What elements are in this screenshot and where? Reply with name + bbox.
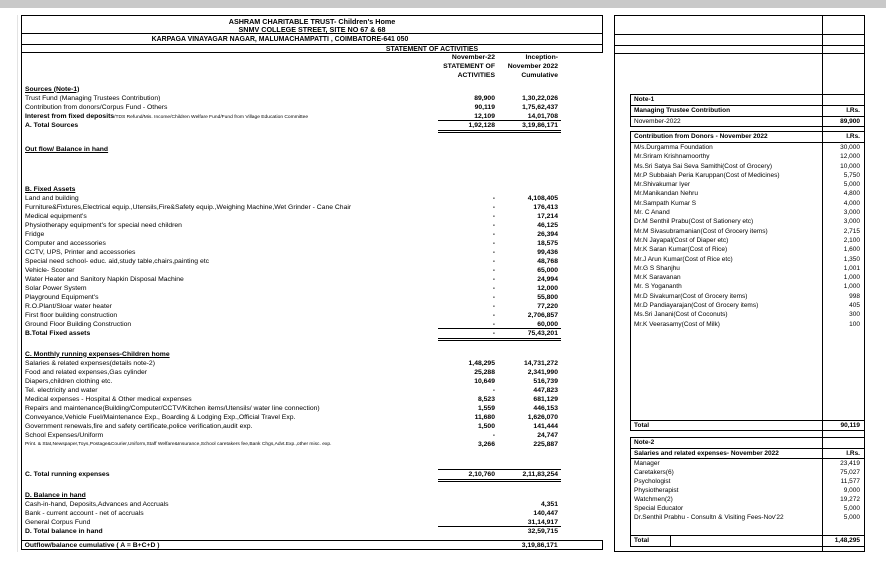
statement-row bbox=[22, 203, 603, 212]
item-value: 5,000 bbox=[843, 505, 860, 512]
cumulative-value: 31,14,917 bbox=[527, 518, 558, 526]
cumulative-value: 3,19,86,171 bbox=[521, 541, 558, 549]
statement-row bbox=[22, 509, 603, 518]
row-label: C. Monthly running expenses-Children home bbox=[25, 350, 170, 358]
cumulative-value: 140,447 bbox=[533, 509, 558, 517]
note1-header-row bbox=[631, 106, 864, 117]
note1-title-row bbox=[631, 95, 864, 106]
row-label: R.O.Plant/Sloar water heater bbox=[25, 302, 112, 310]
col2-header-line: Inception- bbox=[525, 53, 558, 61]
statement-title: STATEMENT OF ACTIVITIES bbox=[385, 45, 479, 53]
statement-row bbox=[22, 377, 603, 386]
row-label: Cash-in-hand, Deposits,Advances and Accruals bbox=[25, 500, 169, 508]
statement-row bbox=[22, 103, 603, 112]
statement-row bbox=[22, 470, 603, 479]
item-label: Mr.N Jayapal(Cost of Diaper etc) bbox=[634, 236, 729, 244]
statement-row bbox=[22, 395, 603, 404]
item-label: Mr. S Yogananth bbox=[634, 283, 682, 291]
statement-row bbox=[22, 145, 603, 154]
list-item bbox=[631, 143, 864, 152]
row-label: D. Total balance in hand bbox=[25, 527, 103, 535]
donors-header: Contribution from Donors - November 2022 bbox=[634, 133, 768, 140]
month-value: 3,266 bbox=[477, 440, 495, 448]
note1-row-label: November-2022 bbox=[634, 117, 681, 125]
statement-row bbox=[22, 440, 603, 449]
cumulative-value: 60,000 bbox=[537, 320, 558, 328]
row-label: B. Fixed Assets bbox=[25, 185, 76, 193]
row-label: Furniture&Fixtures,Electrical equip.,Utensils,Fire&Safety equip.,Weighing Machine,Wet Grinder - Cane Chair bbox=[25, 203, 352, 211]
item-label: Mr.G S Shanjhu bbox=[634, 264, 680, 272]
cumulative-value: 2,11,83,254 bbox=[522, 470, 558, 478]
statement-row bbox=[22, 248, 603, 257]
org-address: KARPAGA VINAYAGAR NAGAR, MALUMACHAMPATTI , COIMBATORE-641 050 bbox=[151, 35, 409, 43]
col1-header-line: November-22 bbox=[451, 53, 495, 61]
item-value: 405 bbox=[849, 302, 860, 310]
notes-panel bbox=[614, 15, 865, 552]
item-label: Mr.J Arun Kumar(Cost of Rice etc) bbox=[634, 255, 733, 263]
note2-total-label: Total bbox=[634, 537, 650, 544]
row-label: Fridge bbox=[25, 230, 45, 238]
item-label: Mr.Sampath Kumar S bbox=[634, 199, 697, 207]
spacer-row bbox=[22, 449, 603, 470]
cumulative-value: 141,444 bbox=[533, 422, 558, 430]
cumulative-value: 4,108,405 bbox=[527, 194, 558, 202]
month-value: - bbox=[492, 320, 495, 328]
cumulative-value: 24,994 bbox=[537, 275, 558, 283]
item-label: Special Educator bbox=[634, 505, 684, 512]
col1-header-line: STATEMENT OF bbox=[443, 62, 495, 70]
cumulative-value: 516,739 bbox=[533, 377, 558, 385]
statement-row bbox=[22, 194, 603, 203]
cumulative-value: 1,626,070 bbox=[527, 413, 558, 421]
item-value: 3,000 bbox=[843, 209, 860, 217]
cumulative-value: 4,351 bbox=[540, 500, 558, 508]
item-label: Mr.K Saravanan bbox=[634, 274, 681, 282]
month-value: 11,680 bbox=[474, 413, 495, 421]
item-label: Mr.D Pandiayarajan(Cost of Grocery items) bbox=[634, 302, 759, 310]
statement-row bbox=[22, 230, 603, 239]
month-value: - bbox=[492, 386, 495, 394]
row-label: Medical expenses - Hospital & Other medical expenses bbox=[25, 395, 192, 403]
statement-row bbox=[22, 386, 603, 395]
gridline bbox=[17, 15, 18, 552]
month-value: - bbox=[492, 239, 495, 247]
month-value: - bbox=[492, 212, 495, 220]
statement-rows bbox=[22, 85, 603, 551]
row-label: Outflow/balance cumulative ( A = B+C+D ) bbox=[24, 541, 160, 549]
list-item bbox=[631, 152, 864, 161]
statement-row bbox=[22, 85, 603, 94]
row-label: Ground Floor Building Construction bbox=[25, 320, 132, 328]
list-item bbox=[631, 486, 864, 495]
item-value: 5,000 bbox=[843, 514, 860, 521]
note2-unit: I.Rs. bbox=[846, 449, 860, 457]
column-header-row bbox=[22, 62, 603, 71]
item-label: Dr.Senthil Prabhu - Consultn & Visiting Fees-Nov'22 bbox=[634, 514, 784, 521]
row-label: Vehicle- Scooter bbox=[25, 266, 75, 274]
item-value: 10,000 bbox=[840, 162, 860, 170]
donors-unit: I.Rs. bbox=[846, 133, 860, 140]
row-label: Food and related expenses,Gas cylinder bbox=[25, 368, 148, 376]
month-value: 10,649 bbox=[474, 377, 495, 385]
month-value: - bbox=[492, 293, 495, 301]
item-value: 5,750 bbox=[843, 171, 860, 179]
statement-table bbox=[21, 15, 603, 550]
item-value: 19,272 bbox=[840, 496, 860, 503]
column-header-row bbox=[22, 53, 603, 62]
list-item bbox=[631, 180, 864, 189]
list-item bbox=[631, 282, 864, 291]
month-value: - bbox=[492, 302, 495, 310]
item-value: 4,800 bbox=[843, 190, 860, 198]
note1-unit: I.Rs. bbox=[846, 107, 860, 114]
note2-title: Note-2 bbox=[634, 439, 655, 446]
statement-row bbox=[22, 284, 603, 293]
spacer-row bbox=[22, 479, 603, 491]
header-divider bbox=[22, 33, 602, 34]
note2-rows bbox=[631, 459, 864, 522]
statement-row bbox=[22, 94, 603, 103]
list-item bbox=[631, 236, 864, 245]
item-label: Ms.Sri Janani(Cost of Coconuts) bbox=[634, 311, 728, 319]
cumulative-value: 65,000 bbox=[537, 266, 558, 274]
item-value: 1,001 bbox=[843, 264, 860, 272]
month-value: 1,92,128 bbox=[468, 121, 495, 129]
spacer-row bbox=[22, 154, 603, 185]
month-value: - bbox=[492, 257, 495, 265]
cumulative-value: 14,731,272 bbox=[523, 359, 558, 367]
statement-row bbox=[22, 293, 603, 302]
list-item bbox=[631, 301, 864, 310]
statement-row bbox=[22, 422, 603, 431]
list-item bbox=[631, 245, 864, 254]
item-label: Mr.K Veerasamy(Cost of Milk) bbox=[634, 320, 720, 328]
row-label: Out flow/ Balance in hand bbox=[25, 145, 109, 153]
row-label: Land and building bbox=[25, 194, 79, 202]
statement-row bbox=[22, 404, 603, 413]
row-label: Water Heater and Sanitory Napkin Disposal Machine bbox=[25, 275, 184, 283]
month-value: - bbox=[492, 275, 495, 283]
list-item bbox=[631, 208, 864, 217]
statement-row bbox=[22, 413, 603, 422]
month-value: - bbox=[492, 248, 495, 256]
donors-total-row bbox=[631, 420, 864, 431]
month-value: 1,500 bbox=[477, 422, 495, 430]
row-label: Salaries & related expenses(details note-2) bbox=[25, 359, 155, 367]
item-label: Mr.K Saran Kumar(Cost of Rice) bbox=[634, 246, 728, 254]
list-item bbox=[631, 199, 864, 208]
note2-header-row bbox=[631, 449, 864, 460]
cumulative-value: 99,436 bbox=[537, 248, 558, 256]
item-value: 75,027 bbox=[840, 469, 860, 476]
col1-header-line: ACTIVITIES bbox=[457, 71, 495, 79]
statement-row bbox=[21, 540, 603, 551]
cumulative-value: 46,125 bbox=[537, 221, 558, 229]
item-value: 30,000 bbox=[840, 144, 860, 151]
cumulative-value: 3,19,86,171 bbox=[522, 121, 558, 129]
row-label: Repairs and maintenance(Building/Computer/CCTV/Kitchen items/Utensils/ water line connection) bbox=[25, 404, 320, 412]
org-title-line1: ASHRAM CHARITABLE TRUST- Children's Home bbox=[228, 16, 396, 26]
panel-gridline bbox=[615, 34, 864, 35]
list-item bbox=[631, 513, 864, 522]
row-label-bold: Interest from fixed deposits bbox=[25, 112, 115, 120]
cumulative-value: 2,706,857 bbox=[527, 311, 558, 319]
cumulative-value: 2,341,990 bbox=[527, 368, 558, 376]
row-label-small: /TDS Refund/Mis. Income/Children Welfare Fund/Fund from Village Education Committee bbox=[114, 114, 309, 120]
cumulative-value: 17,214 bbox=[537, 212, 558, 220]
list-item bbox=[631, 227, 864, 236]
item-value: 2,715 bbox=[843, 227, 860, 235]
statement-row bbox=[22, 431, 603, 440]
row-label: B.Total Fixed assets bbox=[25, 329, 91, 337]
item-value: 300 bbox=[849, 311, 860, 319]
statement-row bbox=[22, 221, 603, 230]
cumulative-value: 446,153 bbox=[533, 404, 558, 412]
item-label: Caretakers(6) bbox=[634, 469, 674, 476]
row-label: Medical equipment's bbox=[25, 212, 87, 220]
cumulative-value: 1,75,62,437 bbox=[522, 103, 558, 111]
cumulative-value: 176,413 bbox=[533, 203, 558, 211]
item-label: Mr.Shivakumar Iyer bbox=[634, 181, 690, 189]
cumulative-value: 1,30,22,026 bbox=[522, 94, 558, 102]
item-value: 1,000 bbox=[843, 283, 860, 291]
statement-row bbox=[22, 359, 603, 368]
item-label: Mr.D Sivakumar(Cost of Grocery items) bbox=[634, 292, 748, 300]
row-label: First floor building construction bbox=[25, 311, 118, 319]
total-cell-divider bbox=[670, 536, 671, 546]
item-label: Mr.M Sivasubramanian(Cost of Grocery items) bbox=[634, 227, 768, 235]
spacer-row bbox=[22, 338, 603, 350]
row-label: C. Total running expenses bbox=[25, 470, 110, 478]
month-value: - bbox=[492, 203, 495, 211]
cumulative-value: 12,000 bbox=[537, 284, 558, 292]
cumulative-value: 26,394 bbox=[537, 230, 558, 238]
cumulative-value: 681,129 bbox=[533, 395, 558, 403]
month-value: 89,900 bbox=[474, 94, 495, 102]
statement-row bbox=[22, 368, 603, 377]
item-value: 5,000 bbox=[843, 181, 860, 189]
month-value: 25,288 bbox=[474, 368, 495, 376]
note2-table bbox=[630, 437, 865, 547]
month-value: 8,523 bbox=[477, 395, 495, 403]
month-value: 1,48,295 bbox=[468, 359, 495, 367]
item-value: 9,000 bbox=[843, 487, 860, 494]
row-label: Sources (Note-1) bbox=[25, 85, 80, 93]
item-label: Mr. C Anand bbox=[634, 209, 670, 217]
item-value: 4,000 bbox=[843, 199, 860, 207]
donors-header-row bbox=[631, 132, 864, 143]
cumulative-value: 55,800 bbox=[537, 293, 558, 301]
row-label: Print. & Stat,Newspaper,Toys,Postage&Courier,Uniform,Staff Welfare&Insurance,School caretakers fee,Bank Chgs,Advt.Exp.,other misc. exp. bbox=[25, 441, 332, 447]
col2-header-line: November 2022 bbox=[507, 62, 558, 70]
item-label: Psychologist bbox=[634, 478, 671, 485]
month-value: 1,559 bbox=[477, 404, 495, 412]
list-item bbox=[631, 477, 864, 486]
statement-body bbox=[21, 53, 603, 551]
cumulative-value: 14,01,708 bbox=[527, 112, 558, 120]
list-item bbox=[631, 310, 864, 319]
row-label: CCTV, UPS, Printer and accessories bbox=[25, 248, 136, 256]
month-value: 12,109 bbox=[474, 112, 495, 120]
row-label: Diapers,children clothing etc. bbox=[25, 377, 113, 385]
row-label: Bank - current account - net of accruals bbox=[25, 509, 144, 517]
note2-total-value: 1,48,295 bbox=[834, 537, 860, 544]
month-value: - bbox=[492, 329, 495, 337]
list-item bbox=[631, 273, 864, 282]
list-item bbox=[631, 292, 864, 301]
item-label: Manager bbox=[634, 460, 660, 467]
item-value: 3,000 bbox=[843, 218, 860, 226]
donors-table bbox=[630, 131, 865, 431]
row-label: Government renewals,fire and safety certificate,police verification,audit exp. bbox=[25, 422, 253, 430]
month-value: - bbox=[492, 230, 495, 238]
list-item bbox=[631, 217, 864, 226]
list-item bbox=[631, 459, 864, 468]
note1-row-value: 89,900 bbox=[840, 117, 860, 125]
spacer-row bbox=[22, 130, 603, 145]
item-value: 998 bbox=[849, 292, 860, 300]
month-value: - bbox=[492, 194, 495, 202]
list-item bbox=[631, 504, 864, 513]
row-label: Solar Power System bbox=[25, 284, 87, 292]
empty-cell-region bbox=[631, 329, 864, 420]
cumulative-value: 225,887 bbox=[533, 440, 558, 448]
item-value: 1,350 bbox=[843, 255, 860, 263]
item-label: M/s.Durgamma Foundation bbox=[634, 144, 713, 151]
col2-header-line: Cumulative bbox=[521, 71, 558, 79]
window-top-strip bbox=[0, 0, 886, 8]
cumulative-value: 24,747 bbox=[537, 431, 558, 439]
list-item bbox=[631, 255, 864, 264]
month-value: - bbox=[492, 431, 495, 439]
note1-title: Note-1 bbox=[634, 96, 655, 103]
note1-data-row bbox=[631, 117, 864, 126]
list-item bbox=[631, 468, 864, 477]
cumulative-value: 18,575 bbox=[537, 239, 558, 247]
org-title-line2: SNMV COLLEGE STREET, SITE NO 67 & 68 bbox=[238, 24, 386, 34]
row-label: Trust Fund (Managing Trustees Contribution) bbox=[25, 94, 161, 102]
row-label: D. Balance in hand bbox=[25, 491, 86, 499]
statement-row bbox=[22, 500, 603, 509]
empty-cell-region bbox=[631, 522, 864, 535]
note2-title-row bbox=[631, 438, 864, 449]
cumulative-value: 447,823 bbox=[533, 386, 558, 394]
cumulative-value: 75,43,201 bbox=[527, 329, 558, 337]
item-label: Mr.Sriram Krishnamoorthy bbox=[634, 153, 710, 161]
note2-total-row bbox=[631, 535, 864, 546]
month-value: - bbox=[492, 311, 495, 319]
cumulative-value: 77,220 bbox=[537, 302, 558, 310]
statement-row bbox=[22, 266, 603, 275]
list-item bbox=[631, 320, 864, 329]
cumulative-value: 32,59,715 bbox=[527, 527, 558, 535]
month-value: - bbox=[492, 221, 495, 229]
statement-row bbox=[22, 275, 603, 284]
list-item bbox=[631, 171, 864, 180]
row-label: Computer and accessories bbox=[25, 239, 106, 247]
row-label: School Expenses/Uniform bbox=[25, 431, 104, 439]
item-value: 1,600 bbox=[843, 246, 860, 254]
row-label: Contribution from donors/Corpus Fund - Others bbox=[25, 103, 168, 111]
statement-row bbox=[22, 350, 603, 359]
panel-gridline bbox=[615, 45, 864, 46]
statement-row bbox=[22, 311, 603, 320]
statement-row bbox=[22, 121, 603, 130]
item-label: Dr.M Senthil Prabu(Cost of Sationery etc) bbox=[634, 218, 754, 226]
month-value: 90,119 bbox=[474, 103, 495, 111]
statement-header bbox=[21, 15, 603, 53]
row-label: Conveyance,Vehicle Fuel/Maintenance Exp., Boarding & Lodging Exp.,Official Travel Exp. bbox=[25, 413, 296, 421]
row-label: Tel. electricity and water bbox=[25, 386, 98, 394]
list-item bbox=[631, 162, 864, 171]
item-value: 1,000 bbox=[843, 274, 860, 282]
column-header-row bbox=[22, 71, 603, 80]
note1-table bbox=[630, 94, 865, 127]
month-value: 2,10,760 bbox=[468, 470, 495, 478]
item-value: 11,577 bbox=[840, 478, 860, 485]
statement-row bbox=[22, 329, 603, 338]
list-item bbox=[631, 189, 864, 198]
cumulative-value: 48,768 bbox=[537, 257, 558, 265]
statement-row bbox=[22, 212, 603, 221]
row-label: A. Total Sources bbox=[25, 121, 79, 129]
row-label: General Corpus Fund bbox=[25, 518, 91, 526]
donor-rows bbox=[631, 143, 864, 329]
panel-gridline bbox=[615, 53, 864, 54]
statement-row bbox=[22, 239, 603, 248]
statement-row bbox=[22, 302, 603, 311]
item-value: 100 bbox=[849, 320, 860, 328]
item-value: 23,419 bbox=[840, 460, 860, 467]
statement-row bbox=[22, 527, 603, 536]
list-item bbox=[631, 264, 864, 273]
note1-header: Managing Trustee Contribution bbox=[634, 107, 731, 114]
item-label: Mr.P Subbaiah Peria Karuppan(Cost of Medicines) bbox=[634, 171, 780, 179]
item-label: Ms.Sri Satya Sai Seva Samithi(Cost of Grocery) bbox=[634, 162, 772, 170]
donors-total-value: 90,119 bbox=[840, 421, 860, 429]
item-label: Watchmen(2) bbox=[634, 496, 673, 503]
item-value: 2,100 bbox=[843, 236, 860, 244]
statement-row bbox=[22, 257, 603, 266]
note2-header: Salaries and related expenses- November 2022 bbox=[634, 449, 779, 457]
item-value: 12,000 bbox=[840, 153, 860, 161]
row-label: Physiotherapy equipment's for special need children bbox=[25, 221, 182, 229]
list-item bbox=[631, 495, 864, 504]
item-label: Mr.Manikandan Nehru bbox=[634, 190, 698, 198]
month-value: - bbox=[492, 266, 495, 274]
statement-row bbox=[22, 185, 603, 194]
donors-total-label: Total bbox=[634, 421, 650, 429]
item-label: Physiotherapist bbox=[634, 487, 679, 494]
row-label: Special need school- educ. aid,study table,chairs,painting etc bbox=[25, 257, 210, 265]
month-value: - bbox=[492, 284, 495, 292]
statement-row bbox=[22, 491, 603, 500]
row-label: Playground Equipment's bbox=[25, 293, 99, 301]
